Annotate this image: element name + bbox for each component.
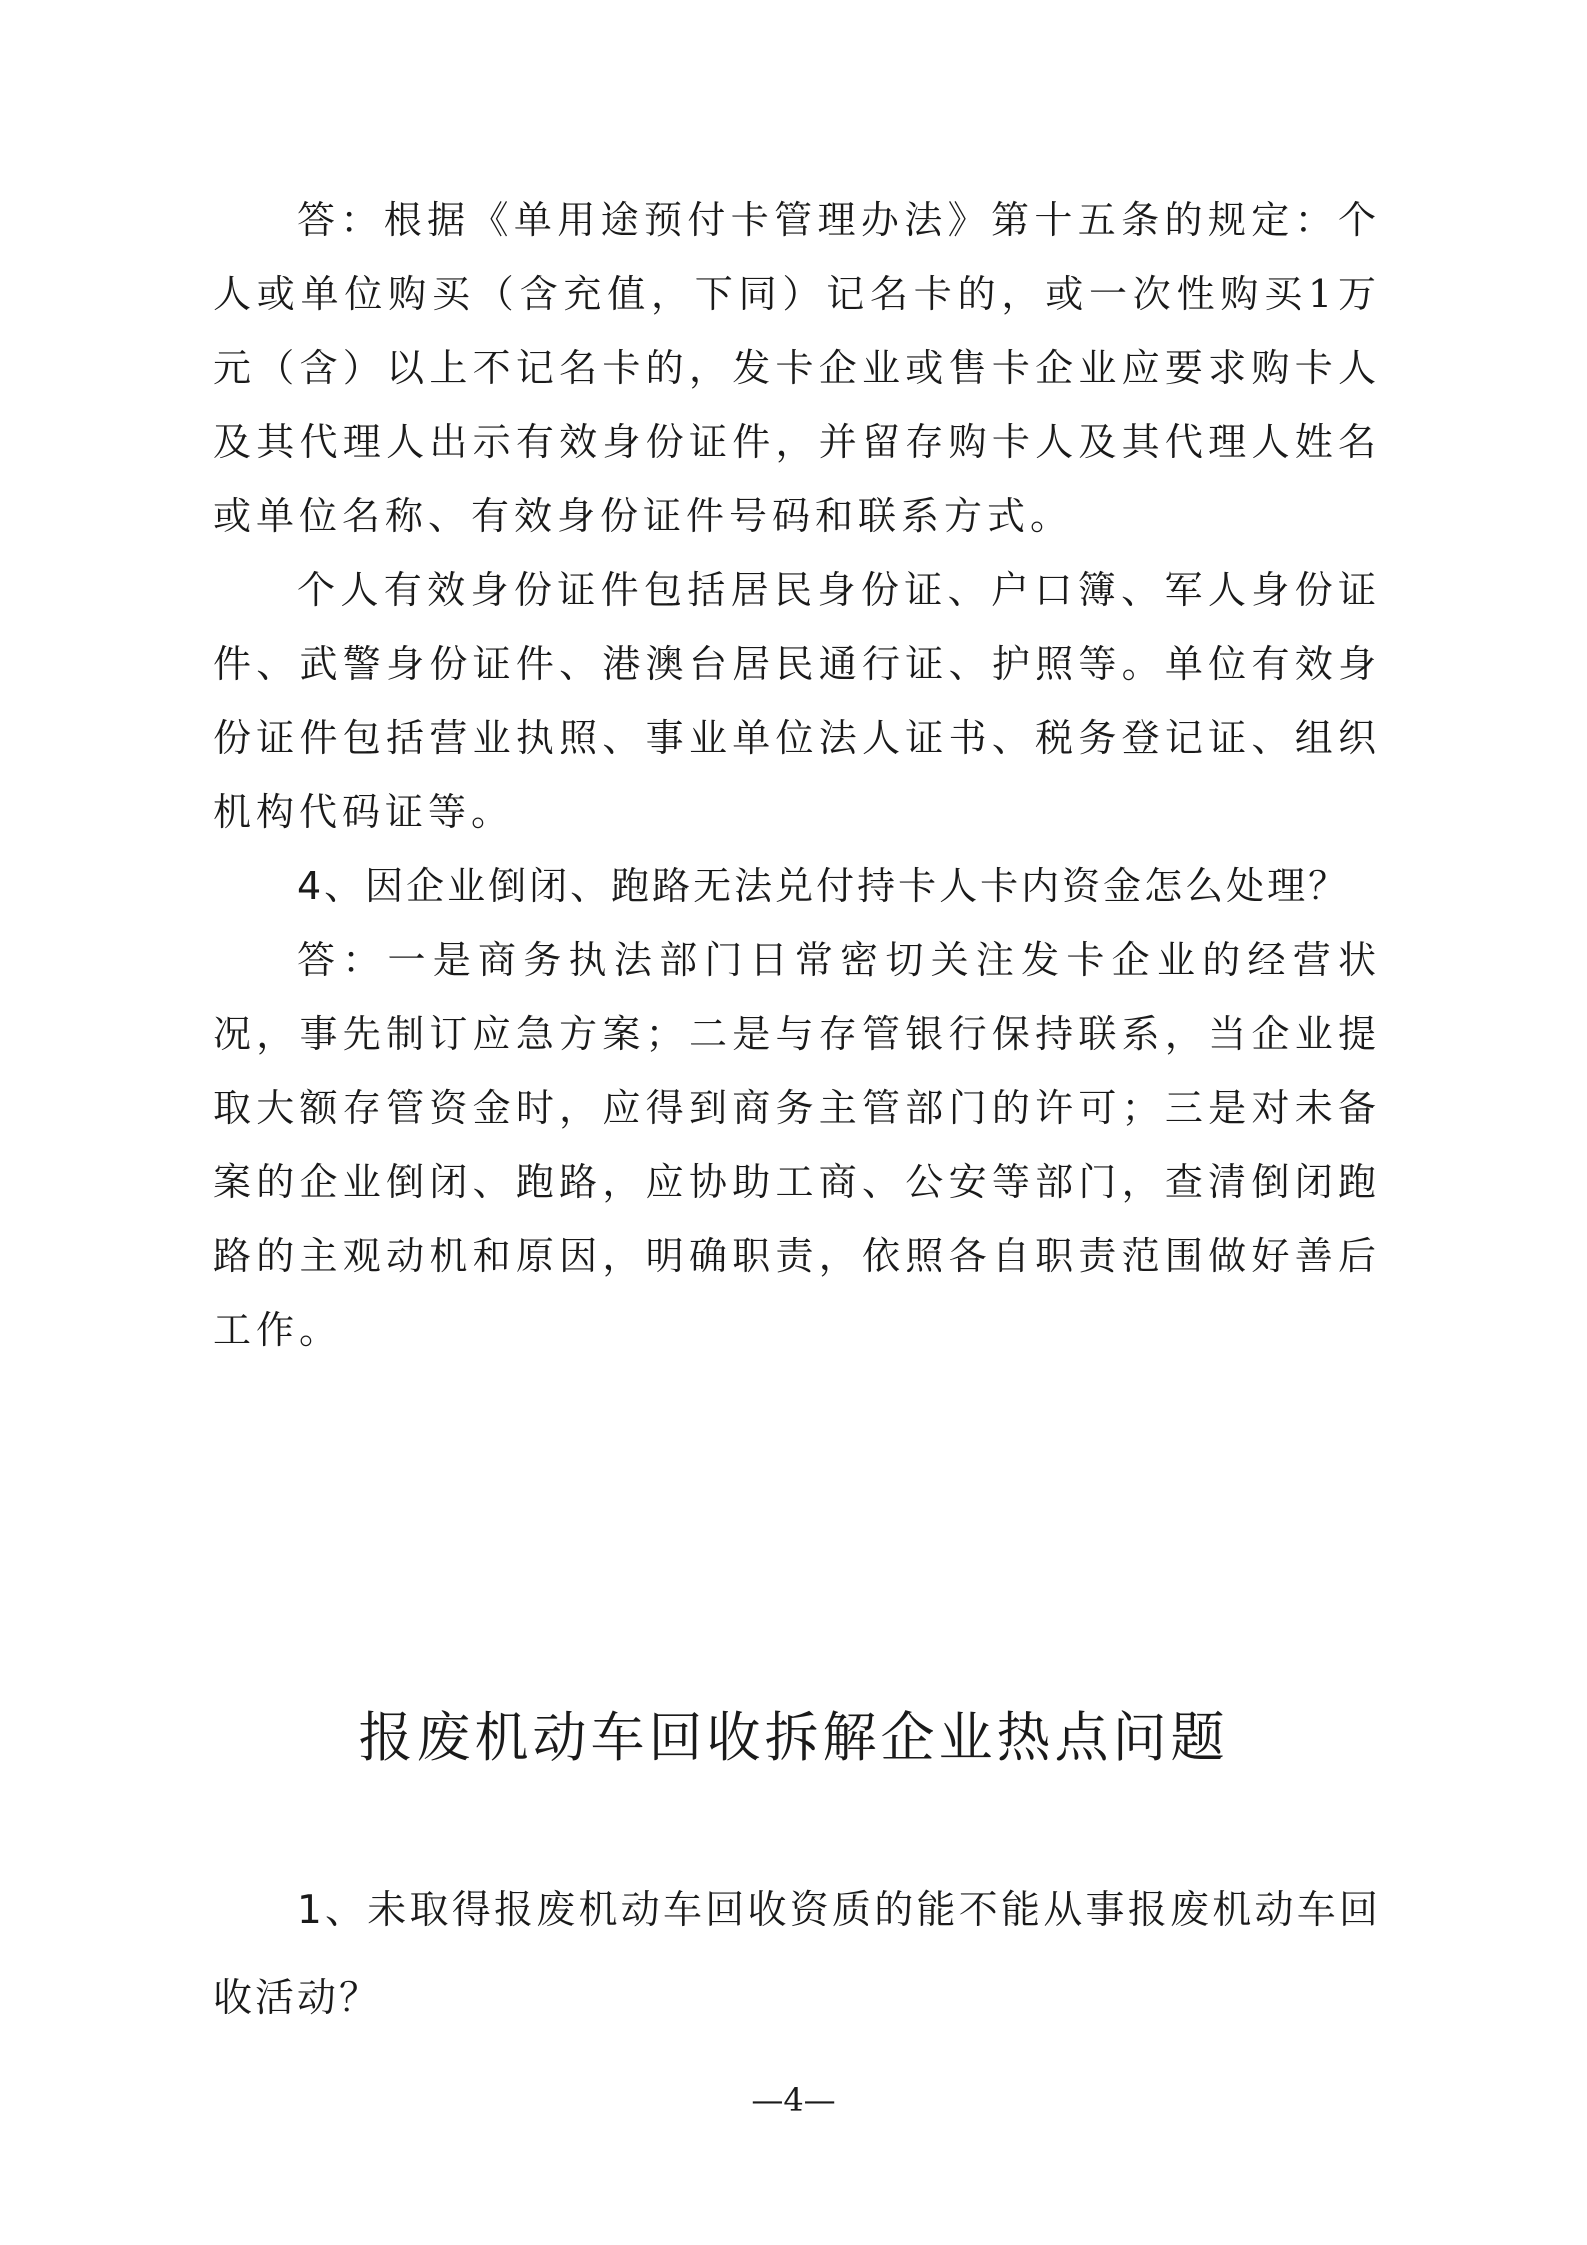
page-number: —4— [751, 2081, 836, 2119]
body-text-block [213, 183, 1381, 1367]
question-paragraph: 4、因企业倒闭、跑路无法兑付持卡人卡内资金怎么处理？ [297, 864, 1350, 908]
section-title: 报废机动车回收拆解企业热点问题 [358, 1706, 1229, 1769]
answer-paragraph: 答：根据《单用途预付卡管理办法》第十五条的规定：个人或单位购买（含充值，下同）记名卡的，或一次性购买1万元（含）以上不记名卡的，发卡企业或售卡企业应要求购卡人及其代理人出示有效身份证件，并留存购卡人及其代理人姓名或单位名称、有效身份证件号码和联系方式。 [213, 198, 1381, 538]
answer-paragraph: 答：一是商务执法部门日常密切关注发卡企业的经营状况，事先制订应急方案；二是与存管银行保持联系，当企业提取大额存管资金时，应得到商务主管部门的许可；三是对未备案的企业倒闭、跑路，应协助工商、公安等部门，查清倒闭跑路的主观动机和原因，明确职责，依照各自职责范围做好善后工作。 [213, 938, 1381, 1352]
id-documents-paragraph: 个人有效身份证件包括居民身份证、户口簿、军人身份证件、武警身份证件、港澳台居民通行证、护照等。单位有效身份证件包括营业执照、事业单位法人证书、税务登记证、组织机构代码证等。 [213, 568, 1381, 834]
section-question: 1、未取得报废机动车回收资质的能不能从事报废机动车回收活动？ [213, 1888, 1381, 2021]
